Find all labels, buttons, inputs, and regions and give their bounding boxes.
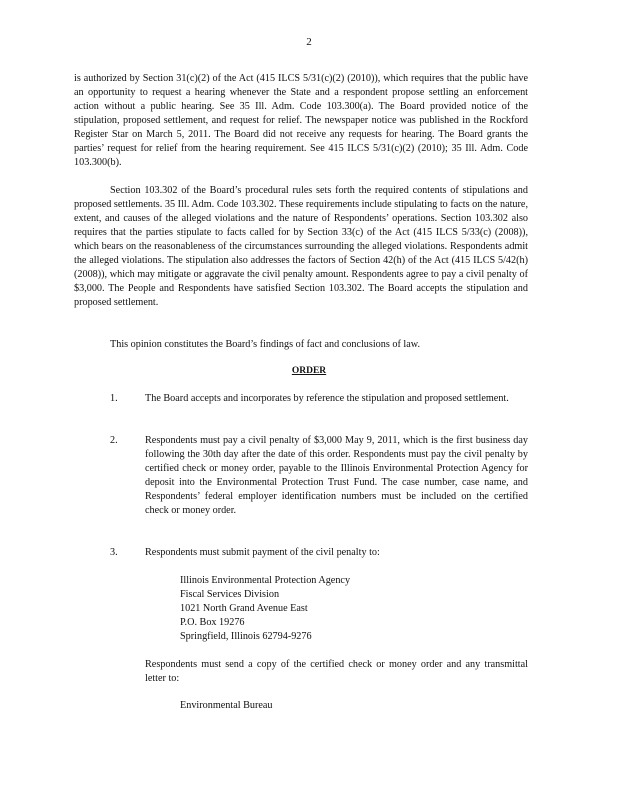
payment-address [180, 574, 350, 644]
paragraph-hearing-notice: is authorized by Section 31(c)(2) of the Act (415 ILCS 5/31(c)(2) (2010)), which requires that the public have an opportunity to request a hearing whenever the State and a respondent propose settling an enforcement action without a public hearing. See 35 Ill. Adm. Code 103.300(a). The Board provided notice of the stipulation, proposed settlement, and request for relief. The newspaper notice was published in the Rockford Register Star on March 5, 2011. The Board did not receive any requests for hearing. The Board grants the parties’ request for relief from the hearing requirement. See 415 ILCS 5/31(c)(2) (2010); 35 Ill. Adm. Code 103.300(b). [74, 73, 528, 168]
order-item-text: The Board accepts and incorporates by reference the stipulation and proposed settlement. [145, 393, 509, 404]
order-heading: ORDER [291, 366, 327, 376]
address-line: Springfield, Illinois 62794-9276 [180, 631, 312, 642]
address-line: Illinois Environmental Protection Agency [180, 575, 351, 586]
address-line: Fiscal Services Division [180, 589, 280, 600]
address-line: P.O. Box 19276 [180, 617, 245, 628]
bureau-name: Environmental Bureau [180, 700, 273, 711]
order-item-number: 3. [110, 547, 118, 558]
paragraph-stipulation: Section 103.302 of the Board’s procedural rules sets forth the required contents of stipulations and proposed settlements. 35 Ill. Adm. Code 103.302. These requirements include stipulating to facts on the nature, extent, and causes of the alleged violations and the nature of Respondents’ operations. Section 103.302 also requires that the parties stipulate to facts called for by Section 33(c) of the Act (415 ILCS 5/33(c) (2008)), which bears on the reasonableness of the circumstances surrounding the alleged violations. Respondents admit the alleged violations. The stipulation also addresses the factors of Section 42(h) of the Act (415 ILCS 5/42(h) (2008)), which may mitigate or aggravate the civil penalty amount. Respondents agree to pay a civil penalty of $3,000. The People and Respondents have satisfied Section 103.302. The Board accepts the stipulation and proposed settlement. [74, 185, 528, 308]
order-item-number: 2. [110, 435, 118, 446]
order-item-text: Respondents must submit payment of the civil penalty to: [145, 547, 380, 558]
address-line: 1021 North Grand Avenue East [180, 603, 308, 614]
copy-instruction: Respondents must send a copy of the certified check or money order and any transmittal letter to: [145, 659, 528, 684]
order-item-number: 1. [110, 393, 118, 404]
order-item-text: Respondents must pay a civil penalty of $3,000 May 9, 2011, which is the first business day following the 30th day after the date of this order. Respondents must pay the civil penalty by certified check or money order, payable to the Illinois Environmental Protection Agency for deposit into the Environmental Protection Trust Fund. The case number, case name, and Respondents’ federal employer identification numbers must be included on the certified check or money order. [145, 435, 528, 516]
page-number: 2 [306, 36, 312, 48]
paragraph-findings: This opinion constitutes the Board’s findings of fact and conclusions of law. [110, 339, 421, 350]
